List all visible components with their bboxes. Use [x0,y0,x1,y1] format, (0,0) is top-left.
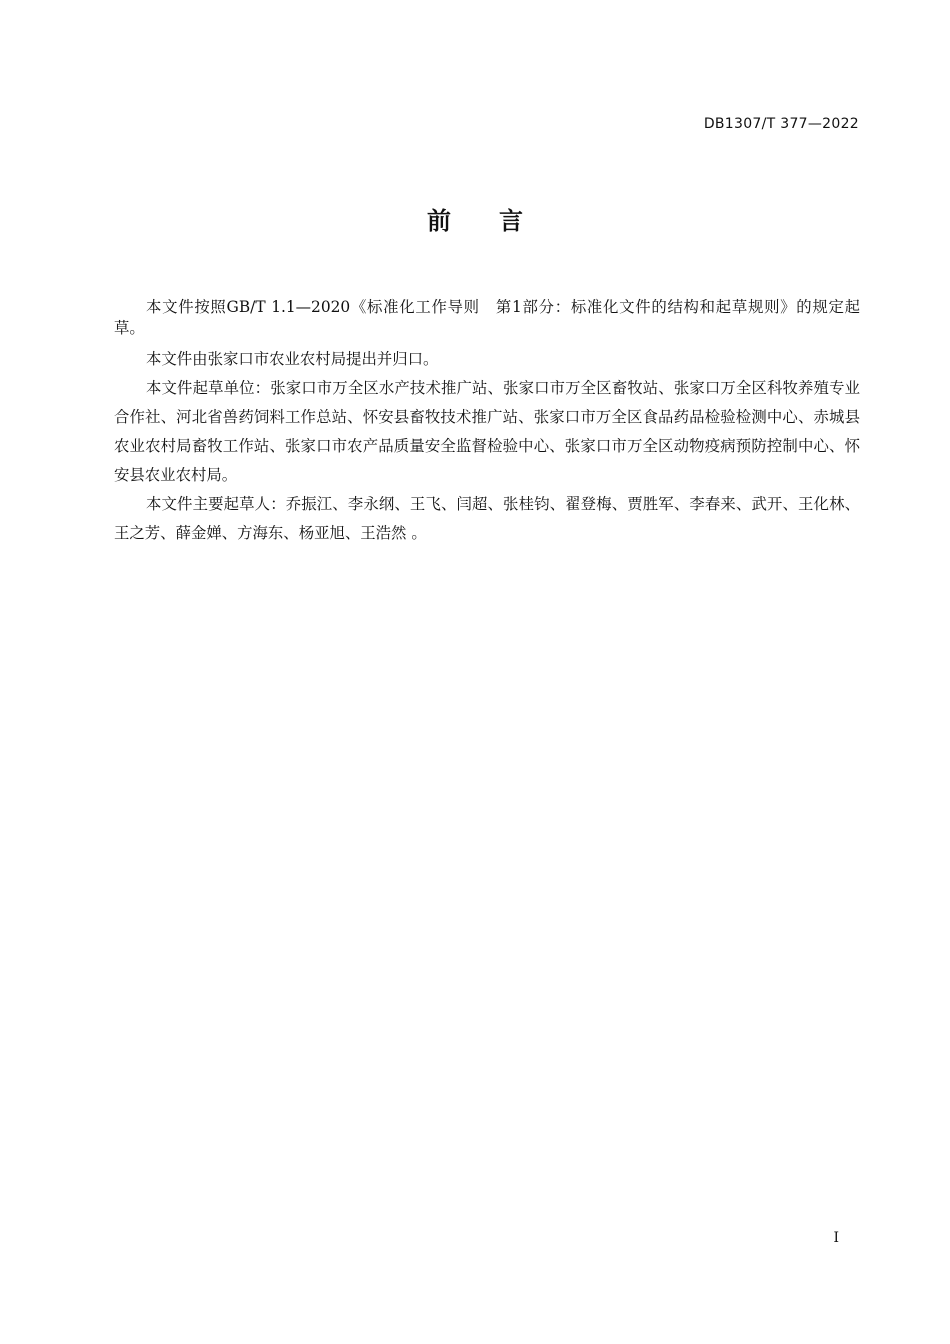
page-number: I [833,1230,839,1246]
foreword-body [114,297,860,548]
paragraph-drafters: 本文件主要起草人：乔振江、李永纲、王飞、闫超、张桂钧、翟登梅、贾胜军、李春来、武开、王化林、王之芳、薛金婵、方海东、杨亚旭、王浩然 。 [114,495,860,542]
page-title: 前 言 [427,207,523,235]
paragraph-drafting-units: 本文件起草单位：张家口市万全区水产技术推广站、张家口市万全区畜牧站、张家口万全区科牧养殖专业合作社、河北省兽药饲料工作总站、怀安县畜牧技术推广站、张家口市万全区食品药品检验检测中心、赤城县农业农村局畜牧工作站、张家口市农产品质量安全监督检验中心、张家口市万全区动物疫病预防控制中心、怀安县农业农村局。 [114,379,860,484]
document-code: DB1307/T 377—2022 [703,116,859,132]
paragraph-drafting-standard: 本文件按照GB/T 1.1—2020《标准化工作导则 第1部分：标准化文件的结构和起草规则》的规定起草。 [114,298,860,337]
paragraph-proposer: 本文件由张家口市农业农村局提出并归口。 [146,350,439,368]
